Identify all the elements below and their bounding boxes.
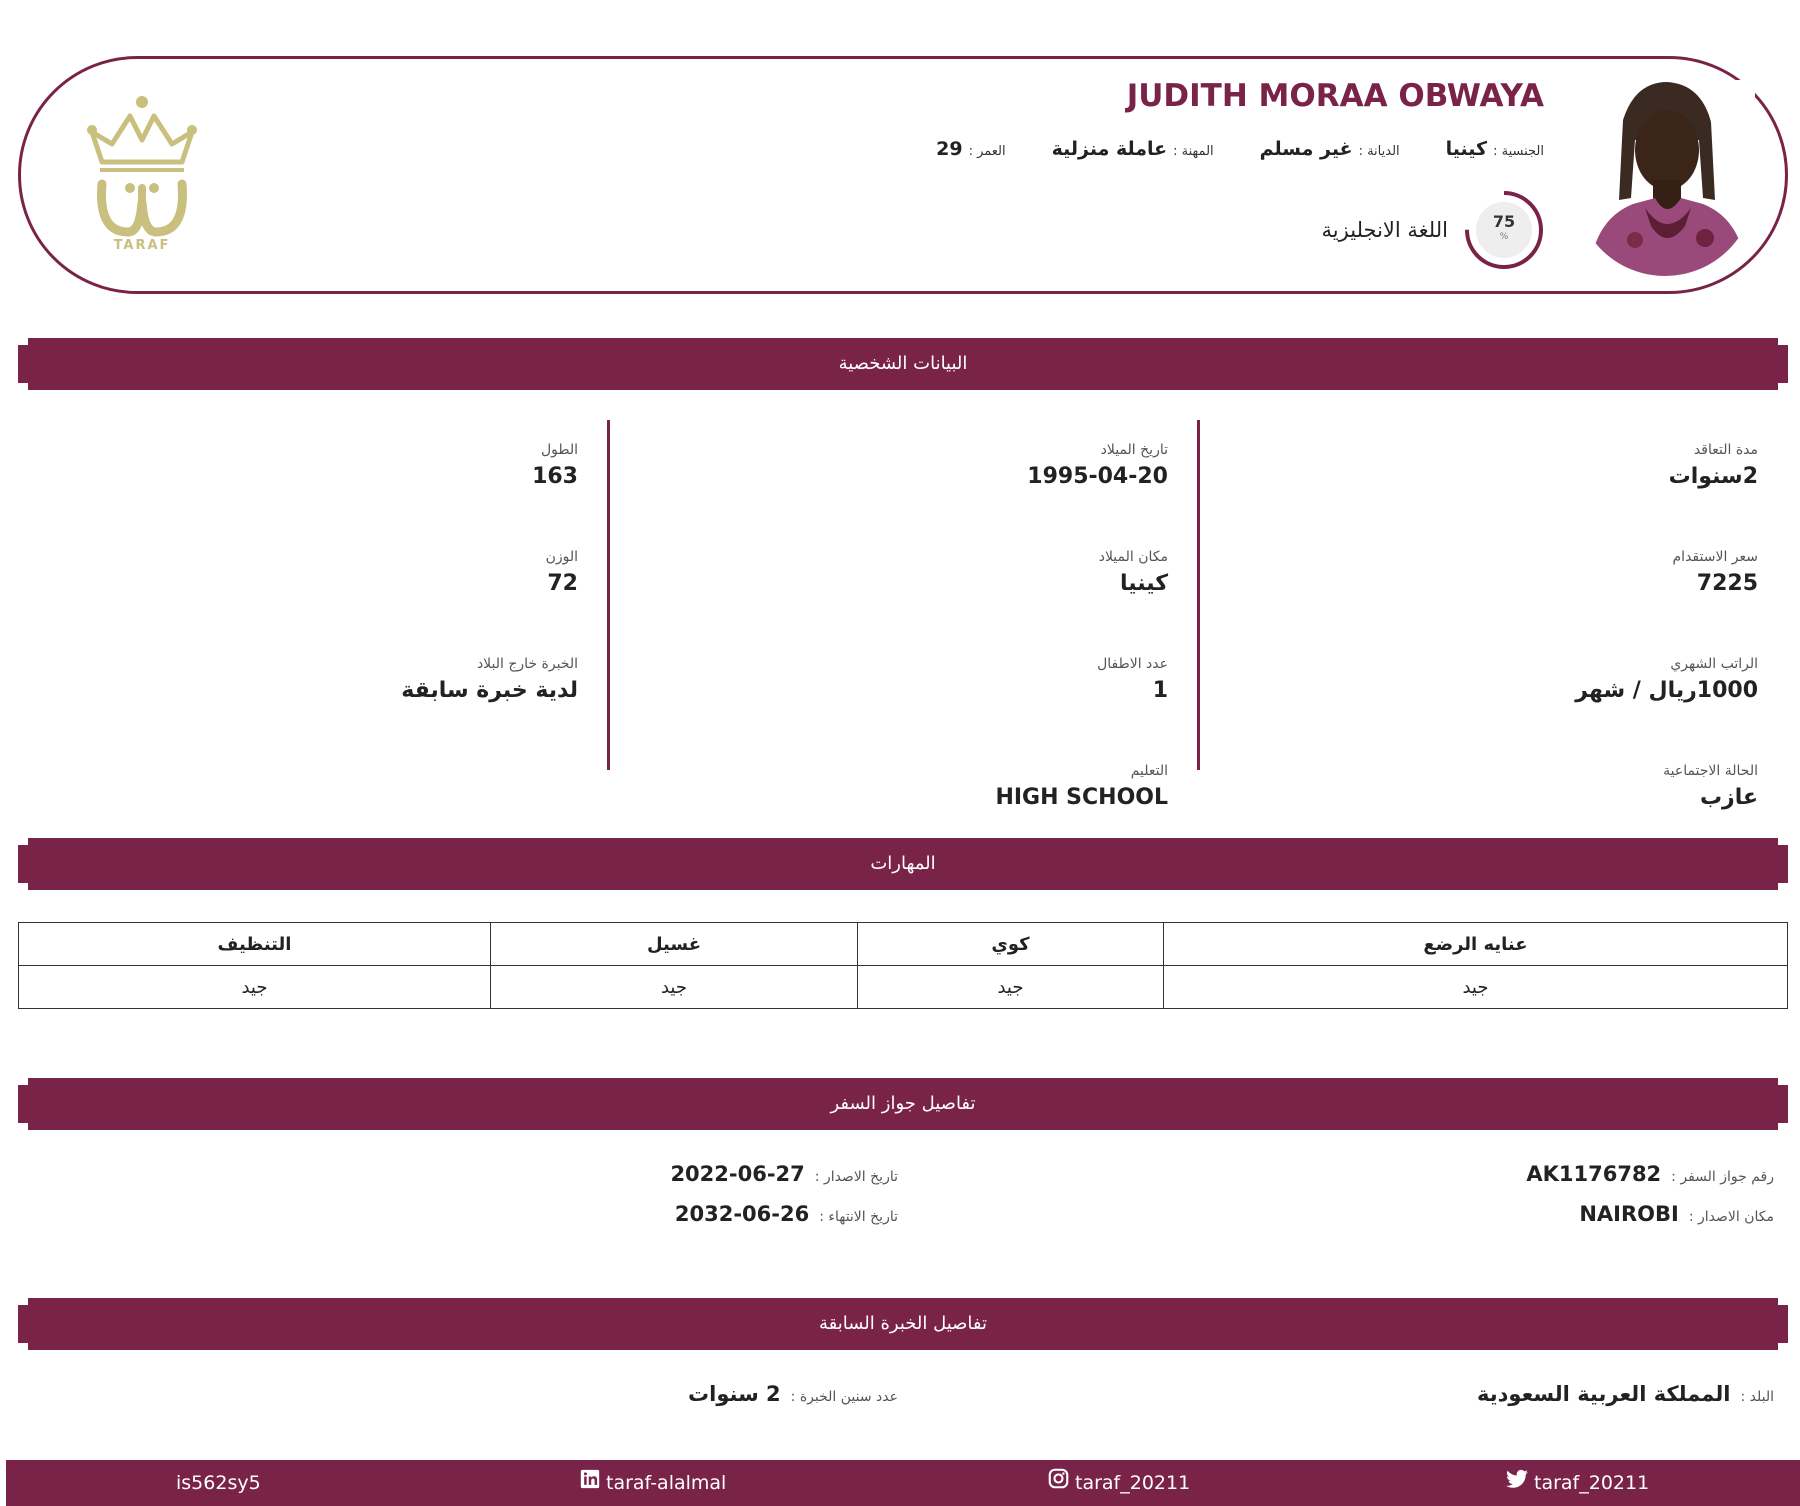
field-value: عازب (1699, 785, 1758, 810)
passport-expiry-date (675, 1202, 898, 1226)
section-banner-passport (18, 1078, 1788, 1130)
profession-value: عاملة منزلية (1051, 138, 1168, 160)
field-label: سعر الاستقدام (1672, 549, 1758, 565)
field-label: مكان الميلاد (1098, 549, 1168, 565)
passport-expiry-label: تاريخ الانتهاء : (819, 1209, 898, 1225)
language-level-value: 75 (1492, 212, 1516, 231)
passport-place-value: NAIROBI (1579, 1202, 1679, 1226)
experience-abroad (18, 656, 578, 739)
logo-text: TARAF (113, 238, 171, 253)
age-value: 29 (936, 138, 963, 160)
age-label: العمر : (968, 144, 1006, 159)
skill-header: كوي (858, 923, 1164, 966)
field-value: 1 (1152, 678, 1168, 703)
experience-years-value: 2 سنوات (688, 1382, 781, 1406)
field-value: HIGH SCHOOL (995, 785, 1168, 810)
field-label: الراتب الشهري (1670, 656, 1758, 672)
section-title-personal: البيانات الشخصية (838, 353, 968, 374)
instagram-icon (1048, 1460, 1069, 1506)
personal-column-3 (18, 420, 578, 770)
twitter-handle: taraf_20211 (1534, 1472, 1650, 1494)
passport-number-label: رقم جواز السفر : (1671, 1169, 1774, 1185)
skill-header: غسيل (491, 923, 858, 966)
experience-country-value: المملكة العربية السعودية (1477, 1382, 1731, 1406)
language-row (1322, 190, 1544, 270)
table-row (19, 966, 1788, 1009)
passport-issue-value: 2022-06-27 (670, 1162, 805, 1186)
religion-value: غير مسلم (1259, 138, 1353, 160)
instagram-link[interactable] (1048, 1460, 1190, 1506)
section-banner-personal (18, 338, 1788, 390)
twitter-icon (1506, 1460, 1528, 1506)
worker-photo (1575, 80, 1755, 276)
field-label: التعليم (1130, 763, 1168, 779)
field-label: الخبرة خارج البلاد (476, 656, 578, 672)
birth-place (608, 549, 1168, 632)
twitter-link[interactable] (1506, 1460, 1649, 1506)
birth-date (608, 442, 1168, 525)
monthly-salary (1198, 656, 1758, 739)
field-value: 163 (532, 464, 578, 489)
personal-column-1 (1198, 420, 1758, 810)
experience-years-label: عدد سنين الخبرة : (790, 1389, 898, 1405)
age-item (936, 138, 1006, 160)
field-value: 1000ريال / شهر (1575, 678, 1758, 703)
taraf-logo (82, 92, 202, 262)
section-banner-skills (18, 838, 1788, 890)
field-label: الحالة الاجتماعية (1663, 763, 1758, 779)
linkedin-handle: taraf-alalmal (606, 1472, 727, 1494)
table-row (19, 923, 1788, 966)
weight (18, 549, 578, 632)
profession-item (1052, 138, 1214, 160)
education (608, 763, 1168, 846)
religion-item (1260, 138, 1400, 160)
experience-country (1477, 1382, 1774, 1406)
skill-level: جيد (858, 966, 1164, 1009)
reference-code-text: is562sy5 (176, 1472, 261, 1494)
experience-years (688, 1382, 898, 1406)
height (18, 442, 578, 525)
linkedin-link[interactable] (580, 1460, 726, 1506)
footer (6, 1460, 1800, 1506)
skill-header: عنايه الرضع (1164, 923, 1788, 966)
section-title-experience: تفاصيل الخبرة السابقة (818, 1313, 988, 1334)
field-label: الوزن (545, 549, 578, 565)
nationality-item (1446, 138, 1544, 160)
passport-expiry-value: 2032-06-26 (674, 1202, 810, 1226)
field-label: عدد الاطفال (1097, 656, 1168, 672)
section-title-skills: المهارات (870, 853, 936, 874)
passport-issue-date (670, 1162, 898, 1186)
section-banner-experience (18, 1298, 1788, 1350)
personal-column-2 (608, 420, 1168, 810)
basic-info-row (936, 138, 1544, 160)
experience-country-label: البلد : (1740, 1389, 1774, 1405)
religion-label: الديانة : (1358, 144, 1400, 159)
nationality-value: كينيا (1445, 138, 1488, 160)
skill-level: جيد (19, 966, 491, 1009)
field-label: مدة التعاقد (1693, 442, 1758, 458)
skill-level: جيد (1164, 966, 1788, 1009)
passport-number (1526, 1162, 1774, 1186)
passport-place-label: مكان الاصدار : (1688, 1209, 1774, 1225)
passport-issue-label: تاريخ الاصدار : (814, 1169, 898, 1185)
profession-label: المهنة : (1173, 144, 1214, 159)
skill-header: التنظيف (19, 923, 491, 966)
field-value: 7225 (1696, 571, 1758, 596)
nationality-label: الجنسية : (1493, 144, 1544, 159)
field-value: لدية خبرة سابقة (401, 678, 578, 703)
instagram-handle: taraf_20211 (1075, 1472, 1191, 1494)
linkedin-icon (580, 1460, 600, 1506)
field-value: 1995-04-20 (1027, 464, 1168, 489)
skills-table (18, 922, 1788, 1009)
section-title-passport: تفاصيل جواز السفر (830, 1093, 976, 1114)
worker-name: JUDITH MORAA OBWAYA (1126, 78, 1544, 114)
language-level-unit: % (1499, 232, 1509, 242)
contract-duration (1198, 442, 1758, 525)
passport-number-value: AK1176782 (1526, 1162, 1662, 1186)
field-label: تاريخ الميلاد (1100, 442, 1168, 458)
marital-status (1198, 763, 1758, 846)
language-label: اللغة الانجليزية (1321, 218, 1448, 242)
recruitment-price (1198, 549, 1758, 632)
children-count (608, 656, 1168, 739)
language-gauge (1464, 190, 1544, 270)
skill-level: جيد (491, 966, 858, 1009)
personal-data (18, 420, 1788, 810)
field-value: كينيا (1120, 571, 1168, 596)
reference-code (176, 1460, 261, 1506)
passport-issue-place (1579, 1202, 1774, 1226)
field-value: 2سنوات (1668, 464, 1758, 489)
field-label: الطول (540, 442, 578, 458)
field-value: 72 (547, 571, 578, 596)
